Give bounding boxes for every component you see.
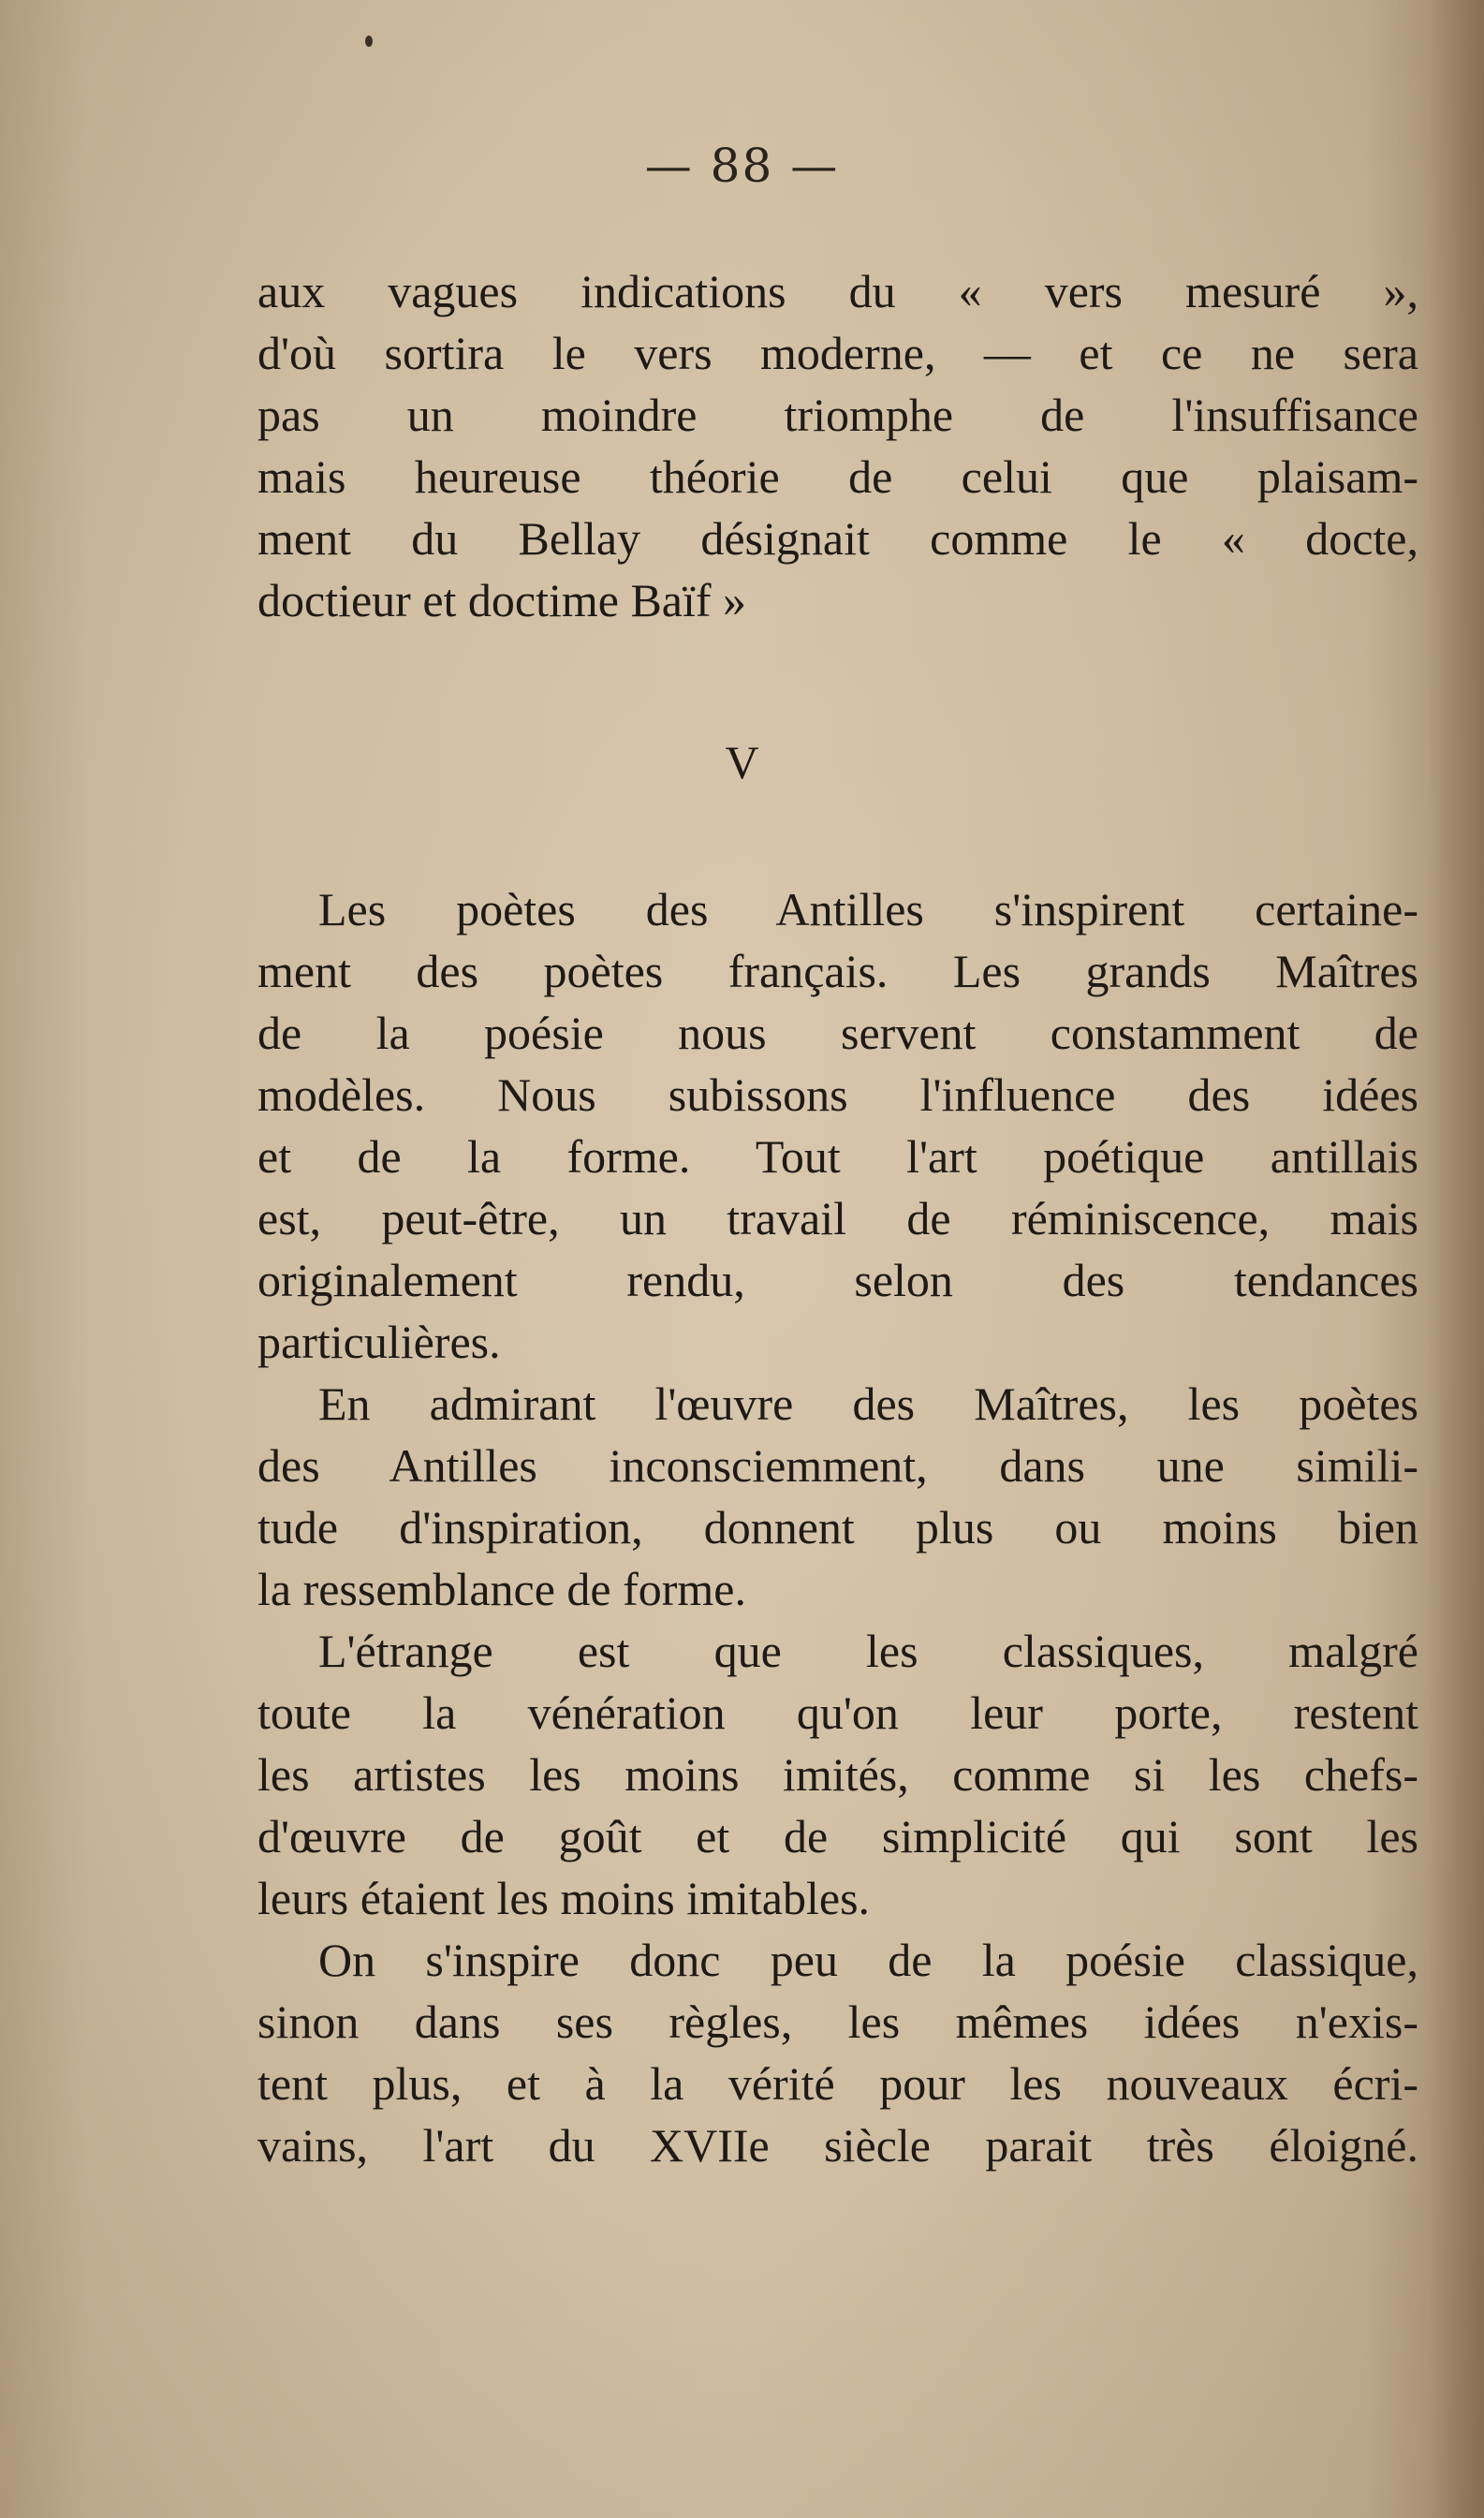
text-line: doctieur et doctime Baïf » xyxy=(257,574,747,626)
page-edge-shadow xyxy=(1428,0,1484,2518)
text-line: En admirant l'œuvre des Maîtres, les poètes xyxy=(318,1377,1418,1430)
section-heading: V xyxy=(725,736,759,788)
paragraph-body xyxy=(257,878,1418,2176)
text-line: ment des poètes français. Les grands Maîtres xyxy=(257,945,1418,997)
text-line: tude d'inspiration, donnent plus ou moins bien xyxy=(257,1501,1418,1554)
text-line: modèles. Nous subissons l'influence des idées xyxy=(257,1068,1418,1121)
text-line: tent plus, et à la vérité pour les nouveaux écri- xyxy=(257,2057,1418,2110)
text-line: les artistes les moins imités, comme si les chefs- xyxy=(257,1748,1418,1801)
text-line: sinon dans ses règles, les mêmes idées n'exis- xyxy=(257,1995,1418,2048)
text-line: la ressemblance de forme. xyxy=(257,1563,746,1615)
ink-speck xyxy=(365,36,373,47)
text-line: toute la vénération qu'on leur porte, restent xyxy=(257,1686,1418,1739)
text-line: ment du Bellay désignait comme le « docte, xyxy=(257,512,1418,565)
text-line: particulières. xyxy=(257,1316,501,1368)
text-line: et de la forme. Tout l'art poétique antillais xyxy=(257,1130,1418,1183)
text-line: aux vagues indications du « vers mesuré », xyxy=(257,265,1418,317)
text-line: est, peut-être, un travail de réminiscence, mais xyxy=(257,1192,1418,1244)
text-line: Les poètes des Antilles s'inspirent certaine- xyxy=(318,883,1418,935)
text-line: pas un moindre triomphe de l'insuffisance xyxy=(257,389,1418,441)
text-line: d'œuvre de goût et de simplicité qui sont les xyxy=(257,1810,1418,1863)
text-line: L'étrange est que les classiques, malgré xyxy=(318,1625,1418,1677)
text-line: originalement rendu, selon des tendances xyxy=(257,1254,1418,1306)
paragraph-top xyxy=(257,260,1418,631)
text-line: mais heureuse théorie de celui que plaisam- xyxy=(257,450,1418,503)
text-line: leurs étaient les moins imitables. xyxy=(257,1872,871,1924)
text-line: vains, l'art du XVIIe siècle parait très éloigné. xyxy=(257,2119,1418,2172)
page-number: — 88 — xyxy=(644,139,840,193)
text-line: de la poésie nous servent constamment de xyxy=(257,1007,1418,1059)
text-line: On s'inspire donc peu de la poésie classique, xyxy=(318,1934,1418,1986)
text-line: d'où sortira le vers moderne, — et ce ne sera xyxy=(257,327,1418,379)
text-line: des Antilles inconsciemment, dans une simili- xyxy=(257,1439,1418,1492)
